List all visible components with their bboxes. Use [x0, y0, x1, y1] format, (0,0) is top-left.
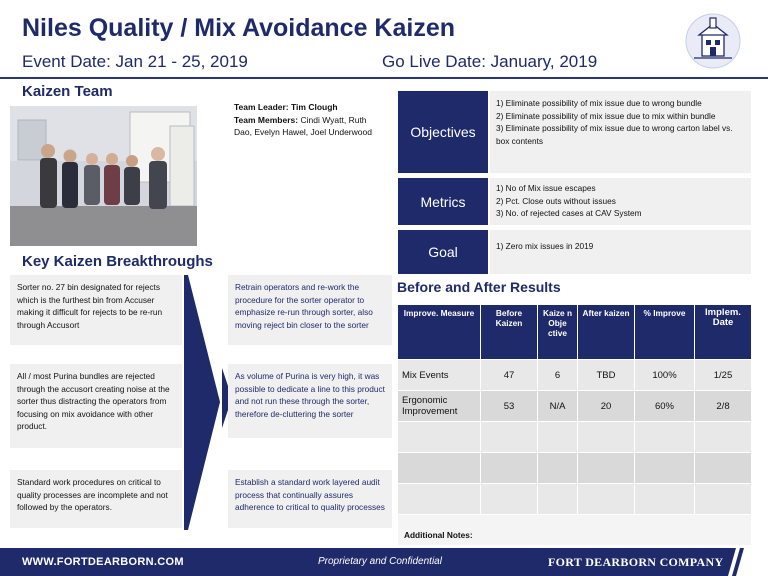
footer-confidential: Proprietary and Confidential — [318, 556, 442, 567]
table-cell: Mix Events — [398, 360, 481, 391]
kaizen-team-heading: Kaizen Team — [22, 83, 113, 100]
breakthroughs-heading: Key Kaizen Breakthroughs — [22, 253, 213, 270]
table-cell: TBD — [578, 360, 635, 391]
table-cell — [695, 422, 752, 453]
table-cell — [398, 453, 481, 484]
objective-line: 3) Eliminate possibility of mix issue due to wrong carton label vs. box contents — [496, 123, 733, 146]
table-row — [398, 360, 752, 391]
page-title: Niles Quality / Mix Avoidance Kaizen — [22, 14, 455, 42]
objectives-panel — [398, 91, 751, 173]
table-cell — [538, 484, 578, 515]
results-heading: Before and After Results — [397, 279, 561, 295]
team-members-label: Team Members: — [234, 114, 299, 125]
footer-slash-decoration — [714, 548, 768, 576]
go-live-date: Go Live Date: January, 2019 — [382, 52, 598, 71]
metrics-panel — [398, 178, 751, 225]
table-cell — [695, 453, 752, 484]
table-row — [398, 422, 752, 453]
objective-line: 2) Eliminate possibility of mix issue due to mix within bundle — [496, 110, 716, 121]
table-cell: 6 — [538, 360, 578, 391]
results-table — [397, 304, 752, 546]
col-header-measure: Improve. Measure — [398, 305, 481, 360]
metric-line: 3) No. of rejected cases at CAV System — [496, 208, 642, 218]
event-date: Event Date: Jan 21 - 25, 2019 — [22, 52, 248, 71]
table-cell — [695, 484, 752, 515]
table-cell — [635, 484, 695, 515]
chevron-right-icon — [184, 275, 222, 530]
team-members: Cindi Wyatt, Ruth Dao, Evelyn Hawel, Joel Underwood — [234, 114, 372, 137]
objectives-text — [490, 91, 751, 173]
table-row — [398, 453, 752, 484]
table-cell: 47 — [481, 360, 538, 391]
table-header-row — [398, 305, 752, 360]
table-cell — [578, 484, 635, 515]
breakthrough-problem-1: Sorter no. 27 bin designated for rejects which is the furthest bin from Accuser making it difficult for rejects to be re-run through Accusort — [10, 275, 182, 345]
header-divider — [0, 77, 768, 79]
table-cell — [538, 422, 578, 453]
col-header-objective: Kaize n Obje ctive — [538, 305, 578, 360]
table-cell: 2/8 — [695, 391, 752, 422]
breakthrough-solution-3: Establish a standard work layered audit process that continually assures adherence to critical to quality processes — [228, 470, 392, 528]
team-photo — [10, 106, 197, 246]
goal-line: 1) Zero mix issues in 2019 — [496, 241, 594, 251]
table-row — [398, 484, 752, 515]
breakthrough-solution-1: Retrain operators and re-work the procedure for the sorter operator to emphasize re-run through sorter, also moving reject bin closer to the sorter — [228, 275, 392, 345]
metrics-label: Metrics — [398, 178, 488, 225]
table-cell: 100% — [635, 360, 695, 391]
table-cell — [481, 453, 538, 484]
goal-text — [490, 230, 751, 274]
col-header-improve: % Improve — [635, 305, 695, 360]
metric-line: 2) Pct. Close outs without issues — [496, 195, 616, 206]
breakthrough-problem-3: Standard work procedures on critical to quality processes are incomplete and not followed by the operators. — [10, 470, 182, 528]
table-cell: N/A — [538, 391, 578, 422]
goal-label: Goal — [398, 230, 488, 274]
table-row — [398, 391, 752, 422]
objectives-label: Objectives — [398, 91, 488, 173]
additional-notes-label: Additional Notes: — [398, 515, 752, 546]
notes-row — [398, 515, 752, 546]
table-cell — [578, 422, 635, 453]
table-cell: 1/25 — [695, 360, 752, 391]
metrics-text — [490, 178, 751, 225]
table-cell — [538, 453, 578, 484]
table-cell — [398, 484, 481, 515]
col-header-after: After kaizen — [578, 305, 635, 360]
breakthrough-solution-2: As volume of Purina is very high, it was possible to dedicate a line to this product and not run these through the sorter, therefore de-cluttering the sorter — [228, 364, 392, 438]
table-cell: Ergonomic Improvement — [398, 391, 481, 422]
footer-url-link[interactable]: WWW.FORTDEARBORN.COM — [22, 556, 184, 568]
table-cell — [635, 453, 695, 484]
table-cell — [481, 484, 538, 515]
goal-panel — [398, 230, 751, 274]
objective-line: 1) Eliminate possibility of mix issue due to wrong bundle — [496, 98, 702, 108]
table-cell — [578, 453, 635, 484]
lighthouse-logo-icon — [684, 12, 742, 70]
table-cell — [481, 422, 538, 453]
table-cell: 60% — [635, 391, 695, 422]
table-cell: 53 — [481, 391, 538, 422]
table-cell: 20 — [578, 391, 635, 422]
table-cell — [635, 422, 695, 453]
team-leader: Team Leader: Tim Clough — [234, 102, 338, 112]
col-header-date: Implem. Date — [695, 305, 752, 360]
col-header-before: Before Kaizen — [481, 305, 538, 360]
metric-line: 1) No of Mix issue escapes — [496, 183, 596, 193]
breakthrough-problem-2: All / most Purina bundles are rejected through the accusort creating noise at the sorter thus distracting the operators from focusing on mix avoidance with other product. — [10, 364, 182, 448]
footer-company-name: FORT DEARBORN COMPANY — [548, 555, 724, 569]
team-roster — [234, 101, 374, 139]
table-cell — [398, 422, 481, 453]
